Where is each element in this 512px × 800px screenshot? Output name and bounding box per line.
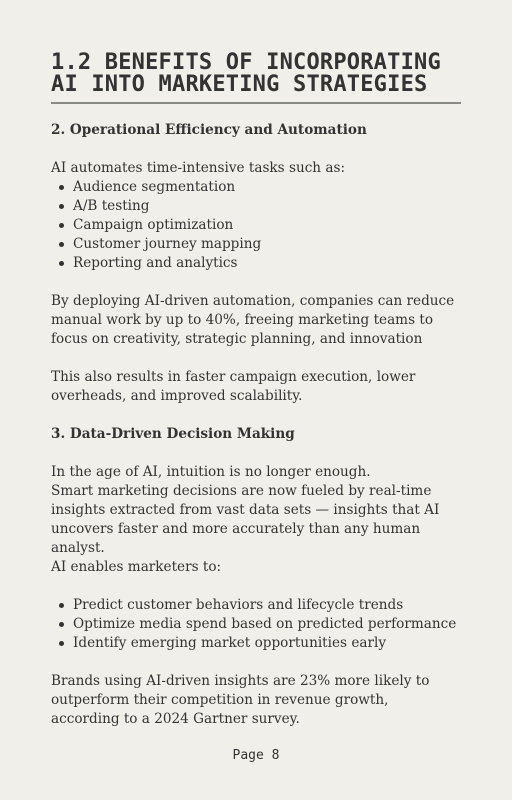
page-title [51,52,461,104]
page-content [51,121,461,729]
section-2-task-list [51,178,461,273]
list-item: Reporting and analytics [73,254,461,273]
section-3-heading: 3. Data-Driven Decision Making [51,426,295,442]
list-item: Optimize media spend based on predicted performance [73,615,461,634]
section-3-line-1: In the age of AI, intuition is no longer enough. [51,464,371,480]
page-title-line-2: AI INTO MARKETING STRATEGIES [51,72,428,97]
list-item: Campaign optimization [73,216,461,235]
list-item: Identify emerging market opportunities early [73,634,461,653]
list-item: Predict customer behaviors and lifecycle trends [73,596,461,615]
section-2-paragraph-1: By deploying AI-driven automation, companies can reduce manual work by up to 40%, freeing marketing teams to focus on creativity, strategic planning, and innovation [51,293,455,347]
section-3-line-2: Smart marketing decisions are now fueled by real-time insights extracted from vast data sets — insights that AI uncovers faster and more accurately than any human analyst. [51,483,440,556]
page-number: Page 8 [232,748,280,763]
list-item: Audience segmentation [73,178,461,197]
section-2-heading: 2. Operational Efficiency and Automation [51,122,367,138]
page-title-line-1: 1.2 BENEFITS OF INCORPORATING [51,50,441,75]
section-3-capability-list [51,596,461,653]
section-2-intro: AI automates time-intensive tasks such as: [51,160,346,176]
list-item: A/B testing [73,197,461,216]
section-2-paragraph-2: This also results in faster campaign execution, lower overheads, and improved scalability. [51,369,416,404]
section-3-closing-paragraph: Brands using AI-driven insights are 23% more likely to outperform their competition in revenue growth, according to a 2024 Gartner survey. [51,673,430,727]
section-3-line-3: AI enables marketers to: [51,559,222,575]
list-item: Customer journey mapping [73,235,461,254]
page-body [51,52,461,729]
